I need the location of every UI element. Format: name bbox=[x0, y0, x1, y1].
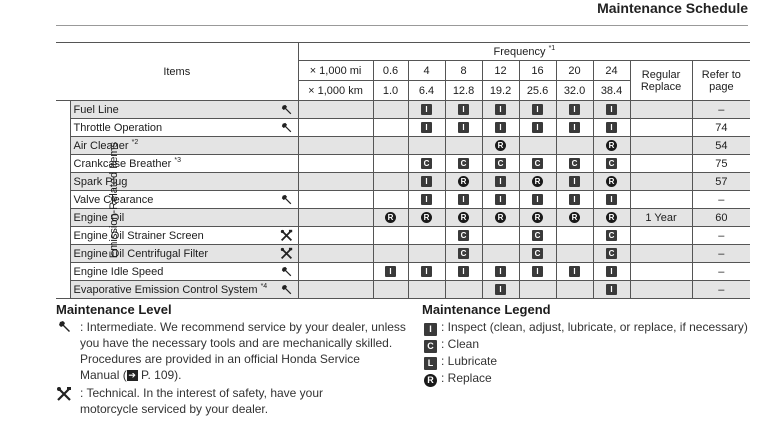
frequency-cell bbox=[445, 263, 482, 281]
frequency-cell bbox=[556, 227, 593, 245]
frequency-cell bbox=[519, 263, 556, 281]
intermediate-line-2: you have the necessary tools and are mechanically skilled. bbox=[80, 336, 393, 350]
regular-replace-header bbox=[630, 61, 692, 101]
symbol-i: I bbox=[606, 266, 617, 277]
unit-spacer-cell bbox=[298, 263, 373, 281]
table-row bbox=[56, 209, 750, 227]
regular-replace-cell bbox=[630, 155, 692, 173]
arrow-right-icon[interactable]: ➔ bbox=[128, 370, 136, 381]
symbol-i: I bbox=[569, 176, 580, 187]
crossed-tools-icon bbox=[276, 229, 298, 242]
refer-page-cell: 57 bbox=[692, 173, 750, 191]
frequency-cell bbox=[519, 209, 556, 227]
symbol-i: I bbox=[458, 194, 469, 205]
frequency-cell bbox=[519, 155, 556, 173]
refer-page-cell: – bbox=[692, 227, 750, 245]
item-name: Throttle Operation bbox=[70, 119, 276, 137]
km-value: 32.0 bbox=[556, 81, 593, 101]
frequency-cell bbox=[373, 191, 408, 209]
frequency-cell bbox=[445, 173, 482, 191]
legend-text: : Lubricate bbox=[441, 354, 498, 368]
item-name: Valve Clearance bbox=[70, 191, 276, 209]
symbol-c: C bbox=[495, 158, 506, 169]
symbol-c: C bbox=[532, 248, 543, 259]
legend-text: : Inspect (clean, adjust, lubricate, or replace, if necessary) bbox=[441, 320, 748, 334]
table-row bbox=[56, 263, 750, 281]
miles-value: 20 bbox=[556, 61, 593, 81]
maintenance-level-cell bbox=[276, 155, 298, 173]
frequency-cell bbox=[445, 245, 482, 263]
unit-spacer-cell bbox=[298, 191, 373, 209]
frequency-cell bbox=[445, 119, 482, 137]
symbol-i: I bbox=[421, 122, 432, 133]
regular-replace-header-line: Replace bbox=[640, 80, 682, 93]
symbol-r: R bbox=[458, 212, 469, 223]
item-name: Fuel Line bbox=[70, 101, 276, 119]
miles-value: 8 bbox=[445, 61, 482, 81]
symbol-r: R bbox=[606, 140, 617, 151]
table-row bbox=[56, 245, 750, 263]
symbol-i: I bbox=[495, 266, 506, 277]
item-name: Engine Oil Strainer Screen bbox=[70, 227, 276, 245]
maintenance-level-cell bbox=[276, 209, 298, 227]
frequency-cell bbox=[556, 137, 593, 155]
symbol-i: I bbox=[532, 194, 543, 205]
item-name: Crankcase Breather $^{*3}$ bbox=[70, 155, 276, 173]
frequency-cell bbox=[373, 137, 408, 155]
symbol-i: I bbox=[495, 194, 506, 205]
refer-page-cell: 60 bbox=[692, 209, 750, 227]
maintenance-level-cell bbox=[276, 119, 298, 137]
maintenance-legend-title: Maintenance Legend bbox=[422, 302, 551, 317]
maintenance-level-cell bbox=[276, 245, 298, 263]
regular-replace-header-line: Regular bbox=[641, 68, 681, 81]
maintenance-level-cell bbox=[276, 263, 298, 281]
intermediate-line-3: Procedures are provided in an official Honda Service bbox=[80, 352, 360, 366]
frequency-cell bbox=[519, 101, 556, 119]
legend-symbol-i: I bbox=[424, 323, 437, 336]
regular-replace-cell bbox=[630, 263, 692, 281]
unit-spacer-cell bbox=[298, 245, 373, 263]
regular-replace-cell: 1 Year bbox=[630, 209, 692, 227]
symbol-r: R bbox=[458, 176, 469, 187]
maintenance-level-cell bbox=[276, 191, 298, 209]
frequency-cell bbox=[408, 245, 445, 263]
symbol-c: C bbox=[569, 158, 580, 169]
maintenance-table bbox=[56, 42, 750, 299]
unit-km: × 1,000 km bbox=[298, 81, 373, 101]
frequency-cell bbox=[373, 119, 408, 137]
regular-replace-cell bbox=[630, 227, 692, 245]
km-value: 25.6 bbox=[519, 81, 556, 101]
wrench-icon bbox=[276, 194, 298, 206]
symbol-i: I bbox=[421, 266, 432, 277]
wrench-icon bbox=[58, 320, 72, 339]
symbol-c: C bbox=[421, 158, 432, 169]
frequency-cell bbox=[408, 137, 445, 155]
table-row bbox=[56, 155, 750, 173]
symbol-i: I bbox=[569, 266, 580, 277]
symbol-i: I bbox=[606, 194, 617, 205]
wrench-icon bbox=[276, 104, 298, 116]
page-ref-link[interactable]: P. 109). bbox=[141, 368, 182, 382]
symbol-i: I bbox=[569, 194, 580, 205]
technical-line-1: : Technical. In the interest of safety, have your bbox=[80, 386, 324, 400]
frequency-cell bbox=[482, 227, 519, 245]
table-row bbox=[56, 281, 750, 299]
refer-page-cell: – bbox=[692, 191, 750, 209]
frequency-cell bbox=[593, 101, 630, 119]
unit-miles: × 1,000 mi bbox=[298, 61, 373, 81]
frequency-cell bbox=[482, 101, 519, 119]
maintenance-level-cell bbox=[276, 101, 298, 119]
symbol-i: I bbox=[569, 122, 580, 133]
unit-spacer-cell bbox=[298, 209, 373, 227]
refer-to-page-header-line: Refer to bbox=[701, 68, 741, 81]
refer-page-cell: 54 bbox=[692, 137, 750, 155]
table-row bbox=[56, 191, 750, 209]
wrench-icon bbox=[276, 284, 298, 296]
frequency-cell bbox=[408, 101, 445, 119]
miles-value: 16 bbox=[519, 61, 556, 81]
frequency-cell bbox=[593, 191, 630, 209]
legend-symbol-r: R bbox=[424, 374, 437, 387]
item-name: Spark Plug bbox=[70, 173, 276, 191]
frequency-cell bbox=[556, 209, 593, 227]
symbol-i: I bbox=[532, 266, 543, 277]
crossed-tools-icon bbox=[56, 386, 72, 407]
frequency-cell bbox=[408, 263, 445, 281]
km-value: 38.4 bbox=[593, 81, 630, 101]
frequency-cell bbox=[593, 155, 630, 173]
item-name: Air Cleaner $^{*2}$ bbox=[70, 137, 276, 155]
symbol-i: I bbox=[495, 284, 506, 295]
symbol-c: C bbox=[606, 230, 617, 241]
item-name: Engine Oil bbox=[70, 209, 276, 227]
km-value: 19.2 bbox=[482, 81, 519, 101]
frequency-cell bbox=[556, 155, 593, 173]
item-name: Evaporative Emission Control System $^{*4}$ bbox=[70, 281, 276, 299]
miles-value: 24 bbox=[593, 61, 630, 81]
header-row-frequency bbox=[56, 43, 750, 61]
symbol-c: C bbox=[458, 158, 469, 169]
symbol-i: I bbox=[495, 122, 506, 133]
symbol-i: I bbox=[495, 176, 506, 187]
frequency-cell bbox=[482, 119, 519, 137]
frequency-cell bbox=[593, 227, 630, 245]
items-header: Items bbox=[56, 43, 298, 101]
frequency-cell bbox=[593, 173, 630, 191]
item-name: Engine Oil Centrifugal Filter bbox=[70, 245, 276, 263]
frequency-cell bbox=[556, 101, 593, 119]
symbol-r: R bbox=[495, 212, 506, 223]
unit-spacer-cell bbox=[298, 155, 373, 173]
table-row bbox=[56, 137, 750, 155]
frequency-cell bbox=[373, 263, 408, 281]
legend-symbol-c: C bbox=[424, 340, 437, 353]
maintenance-level-cell bbox=[276, 281, 298, 299]
symbol-i: I bbox=[421, 194, 432, 205]
regular-replace-cell bbox=[630, 281, 692, 299]
table-row bbox=[56, 227, 750, 245]
intermediate-line-1: : Intermediate. We recommend service by your dealer, unless bbox=[80, 320, 406, 334]
frequency-cell bbox=[482, 245, 519, 263]
symbol-i: I bbox=[458, 104, 469, 115]
frequency-cell bbox=[373, 281, 408, 299]
frequency-cell bbox=[408, 281, 445, 299]
frequency-cell bbox=[519, 245, 556, 263]
frequency-cell bbox=[519, 119, 556, 137]
frequency-cell bbox=[373, 227, 408, 245]
frequency-cell bbox=[445, 191, 482, 209]
maintenance-level-cell bbox=[276, 173, 298, 191]
regular-replace-cell bbox=[630, 119, 692, 137]
frequency-cell bbox=[482, 173, 519, 191]
km-value: 6.4 bbox=[408, 81, 445, 101]
regular-replace-cell bbox=[630, 245, 692, 263]
frequency-cell bbox=[556, 191, 593, 209]
km-value: 12.8 bbox=[445, 81, 482, 101]
regular-replace-cell bbox=[630, 191, 692, 209]
frequency-cell bbox=[519, 137, 556, 155]
frequency-cell bbox=[519, 173, 556, 191]
frequency-cell bbox=[445, 155, 482, 173]
refer-to-page-header-line: page bbox=[709, 80, 734, 93]
maintenance-level-cell bbox=[276, 227, 298, 245]
legend-text: : Replace bbox=[441, 371, 492, 385]
symbol-r: R bbox=[495, 140, 506, 151]
frequency-cell bbox=[593, 263, 630, 281]
symbol-c: C bbox=[458, 248, 469, 259]
frequency-cell bbox=[519, 191, 556, 209]
symbol-c: C bbox=[532, 158, 543, 169]
refer-page-cell: – bbox=[692, 245, 750, 263]
frequency-cell bbox=[408, 173, 445, 191]
frequency-cell bbox=[593, 137, 630, 155]
frequency-cell bbox=[373, 101, 408, 119]
frequency-cell bbox=[408, 191, 445, 209]
symbol-c: C bbox=[606, 158, 617, 169]
legend-symbol-l: L bbox=[424, 357, 437, 370]
unit-spacer-cell bbox=[298, 227, 373, 245]
unit-spacer-cell bbox=[298, 173, 373, 191]
regular-replace-cell bbox=[630, 173, 692, 191]
symbol-i: I bbox=[421, 104, 432, 115]
refer-page-cell: – bbox=[692, 101, 750, 119]
frequency-cell bbox=[373, 155, 408, 173]
symbol-c: C bbox=[532, 230, 543, 241]
frequency-cell bbox=[556, 119, 593, 137]
refer-page-cell: 74 bbox=[692, 119, 750, 137]
km-value: 1.0 bbox=[373, 81, 408, 101]
frequency-cell bbox=[593, 245, 630, 263]
frequency-cell bbox=[519, 281, 556, 299]
technical-line-2: motorcycle serviced by your dealer. bbox=[80, 402, 269, 416]
frequency-cell bbox=[445, 101, 482, 119]
frequency-cell bbox=[593, 209, 630, 227]
frequency-cell bbox=[445, 137, 482, 155]
frequency-cell bbox=[482, 281, 519, 299]
unit-spacer-cell bbox=[298, 119, 373, 137]
miles-value: 4 bbox=[408, 61, 445, 81]
regular-replace-cell bbox=[630, 101, 692, 119]
symbol-i: I bbox=[458, 122, 469, 133]
maintenance-level-cell bbox=[276, 137, 298, 155]
frequency-cell bbox=[482, 209, 519, 227]
frequency-cell bbox=[556, 281, 593, 299]
maintenance-level-title: Maintenance Level bbox=[56, 302, 172, 317]
frequency-cell bbox=[373, 209, 408, 227]
frequency-header: Frequency $^{*1}$ bbox=[298, 43, 750, 61]
frequency-cell bbox=[482, 155, 519, 173]
frequency-cell bbox=[408, 209, 445, 227]
technical-description bbox=[80, 385, 323, 417]
frequency-cell bbox=[556, 173, 593, 191]
table-row bbox=[56, 119, 750, 137]
symbol-r: R bbox=[606, 212, 617, 223]
refer-page-cell: 75 bbox=[692, 155, 750, 173]
frequency-cell bbox=[373, 245, 408, 263]
frequency-cell bbox=[482, 263, 519, 281]
frequency-cell bbox=[408, 119, 445, 137]
group-label: Emission-Related Items bbox=[108, 141, 121, 258]
symbol-r: R bbox=[606, 176, 617, 187]
legend-text: : Clean bbox=[441, 337, 480, 351]
frequency-cell bbox=[445, 209, 482, 227]
frequency-cell bbox=[482, 191, 519, 209]
frequency-cell bbox=[482, 137, 519, 155]
intermediate-line-4: Manual ( ➔ P. 109). bbox=[80, 368, 182, 382]
unit-spacer-cell bbox=[298, 281, 373, 299]
wrench-icon bbox=[276, 122, 298, 134]
symbol-i: I bbox=[421, 176, 432, 187]
unit-spacer-cell bbox=[298, 101, 373, 119]
refer-page-cell: – bbox=[692, 263, 750, 281]
crossed-tools-icon bbox=[276, 247, 298, 260]
frequency-cell bbox=[445, 281, 482, 299]
item-name: Engine Idle Speed bbox=[70, 263, 276, 281]
symbol-i: I bbox=[532, 122, 543, 133]
frequency-cell bbox=[556, 263, 593, 281]
symbol-c: C bbox=[458, 230, 469, 241]
symbol-i: I bbox=[458, 266, 469, 277]
frequency-cell bbox=[593, 281, 630, 299]
refer-to-page-header bbox=[692, 61, 750, 101]
frequency-cell bbox=[373, 173, 408, 191]
miles-value: 12 bbox=[482, 61, 519, 81]
frequency-cell bbox=[408, 227, 445, 245]
symbol-i: I bbox=[495, 104, 506, 115]
refer-page-cell: – bbox=[692, 281, 750, 299]
frequency-cell bbox=[519, 227, 556, 245]
frequency-cell bbox=[445, 227, 482, 245]
symbol-r: R bbox=[532, 212, 543, 223]
symbol-i: I bbox=[385, 266, 396, 277]
symbol-i: I bbox=[569, 104, 580, 115]
symbol-r: R bbox=[421, 212, 432, 223]
symbol-i: I bbox=[606, 122, 617, 133]
frequency-cell bbox=[556, 245, 593, 263]
table-row bbox=[56, 173, 750, 191]
symbol-c: C bbox=[606, 248, 617, 259]
symbol-r: R bbox=[532, 176, 543, 187]
table-row bbox=[56, 101, 750, 119]
page-title: Maintenance Schedule bbox=[597, 0, 748, 16]
symbol-i: I bbox=[532, 104, 543, 115]
miles-value: 0.6 bbox=[373, 61, 408, 81]
symbol-i: I bbox=[606, 104, 617, 115]
symbol-i: I bbox=[606, 284, 617, 295]
frequency-cell bbox=[408, 155, 445, 173]
wrench-icon bbox=[276, 266, 298, 278]
frequency-cell bbox=[593, 119, 630, 137]
symbol-r: R bbox=[569, 212, 580, 223]
unit-spacer-cell bbox=[298, 137, 373, 155]
intermediate-description bbox=[80, 319, 406, 383]
title-divider bbox=[56, 25, 748, 26]
regular-replace-cell bbox=[630, 137, 692, 155]
symbol-r: R bbox=[385, 212, 396, 223]
